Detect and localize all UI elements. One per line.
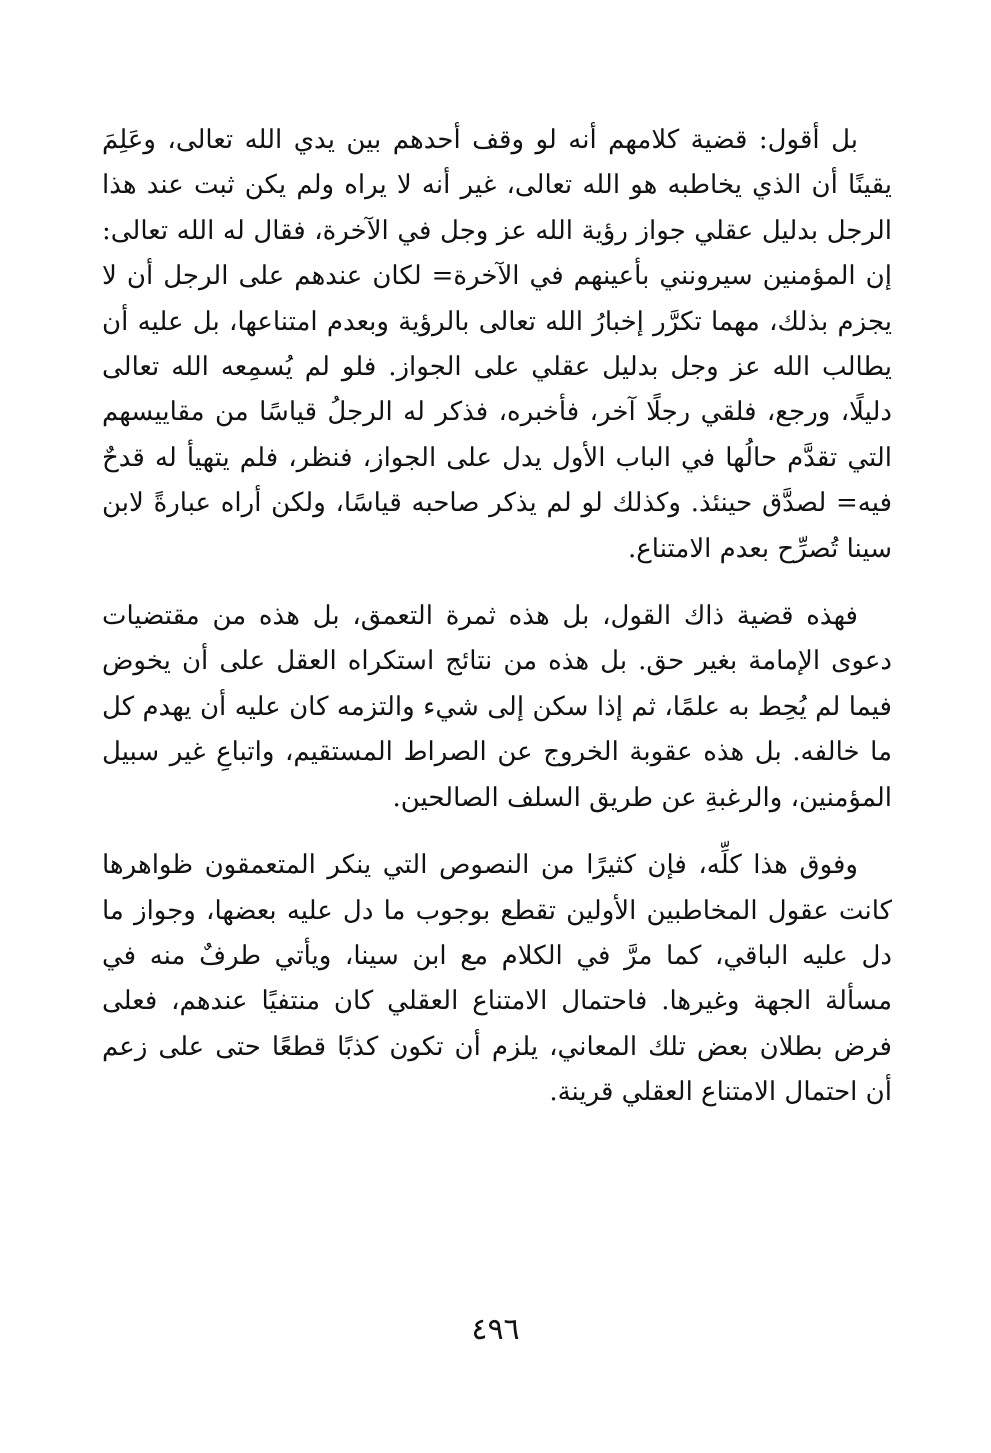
paragraph-2: فهذه قضية ذاك القول، بل هذه ثمرة التعمق، بل هذه من مقتضيات دعوى الإمامة بغير حق. بل هذه من نتائج استكراه العقل على أن يخوض فيما لم يُحِط به علمًا، ثم إذا سكن إلى شيء والتزمه كان عليه أن يهدم كل ما خالفه. بل هذه عقوبة الخروج عن الصراط المستقيم، واتباعِ غير سبيل المؤمنين، والرغبةِ عن طريق السلف الصالحين.: [102, 601, 892, 813]
body-text: [102, 118, 892, 1116]
paragraph-1: بل أقول: قضية كلامهم أنه لو وقف أحدهم بين يدي الله تعالى، وعَلِمَ يقينًا أن الذي يخاطبه هو الله تعالى، غير أنه لا يراه ولم يكن ثبت عند هذا الرجل بدليل عقلي جواز رؤية الله عز وجل في الآخرة، فقال له الله تعالى: إن المؤمنين سيرونني بأعينهم في الآخرة= لكان عندهم على الرجل أن لا يجزم بذلك، مهما تكرَّر إخبارُ الله تعالى بالرؤية وبعدم امتناعها، بل عليه أن يطالب الله عز وجل بدليل عقلي على الجواز. فلو لم يُسمِعه الله تعالى دليلًا، ورجع، فلقي رجلًا آخر، فأخبره، فذكر له الرجلُ قياسًا من مقاييسهم التي تقدَّم حالُها في الباب الأول يدل على الجواز، فنظر، فلم يتهيأ له قدحٌ فيه= لصدَّق حينئذ. وكذلك لو لم يذكر صاحبه قياسًا، ولكن أراه عبارةً لابن سينا تُصرِّح بعدم الامتناع.: [102, 125, 892, 564]
paragraph-3: وفوق هذا كلِّه، فإن كثيرًا من النصوص التي ينكر المتعمقون ظواهرها كانت عقول المخاطبين الأولين تقطع بوجوب ما دل عليه بعضها، وجواز ما دل عليه الباقي، كما مرَّ في الكلام مع ابن سينا، ويأتي طرفٌ منه في مسألة الجهة وغيرها. فاحتمال الامتناع العقلي كان منتفيًا عندهم، فعلى فرض بطلان بعض تلك المعاني، يلزم أن تكون كذبًا قطعًا حتى على زعم أن احتمال الامتناع العقلي قرينة.: [102, 850, 892, 1108]
page-number: ٤٩٦: [471, 1312, 520, 1347]
